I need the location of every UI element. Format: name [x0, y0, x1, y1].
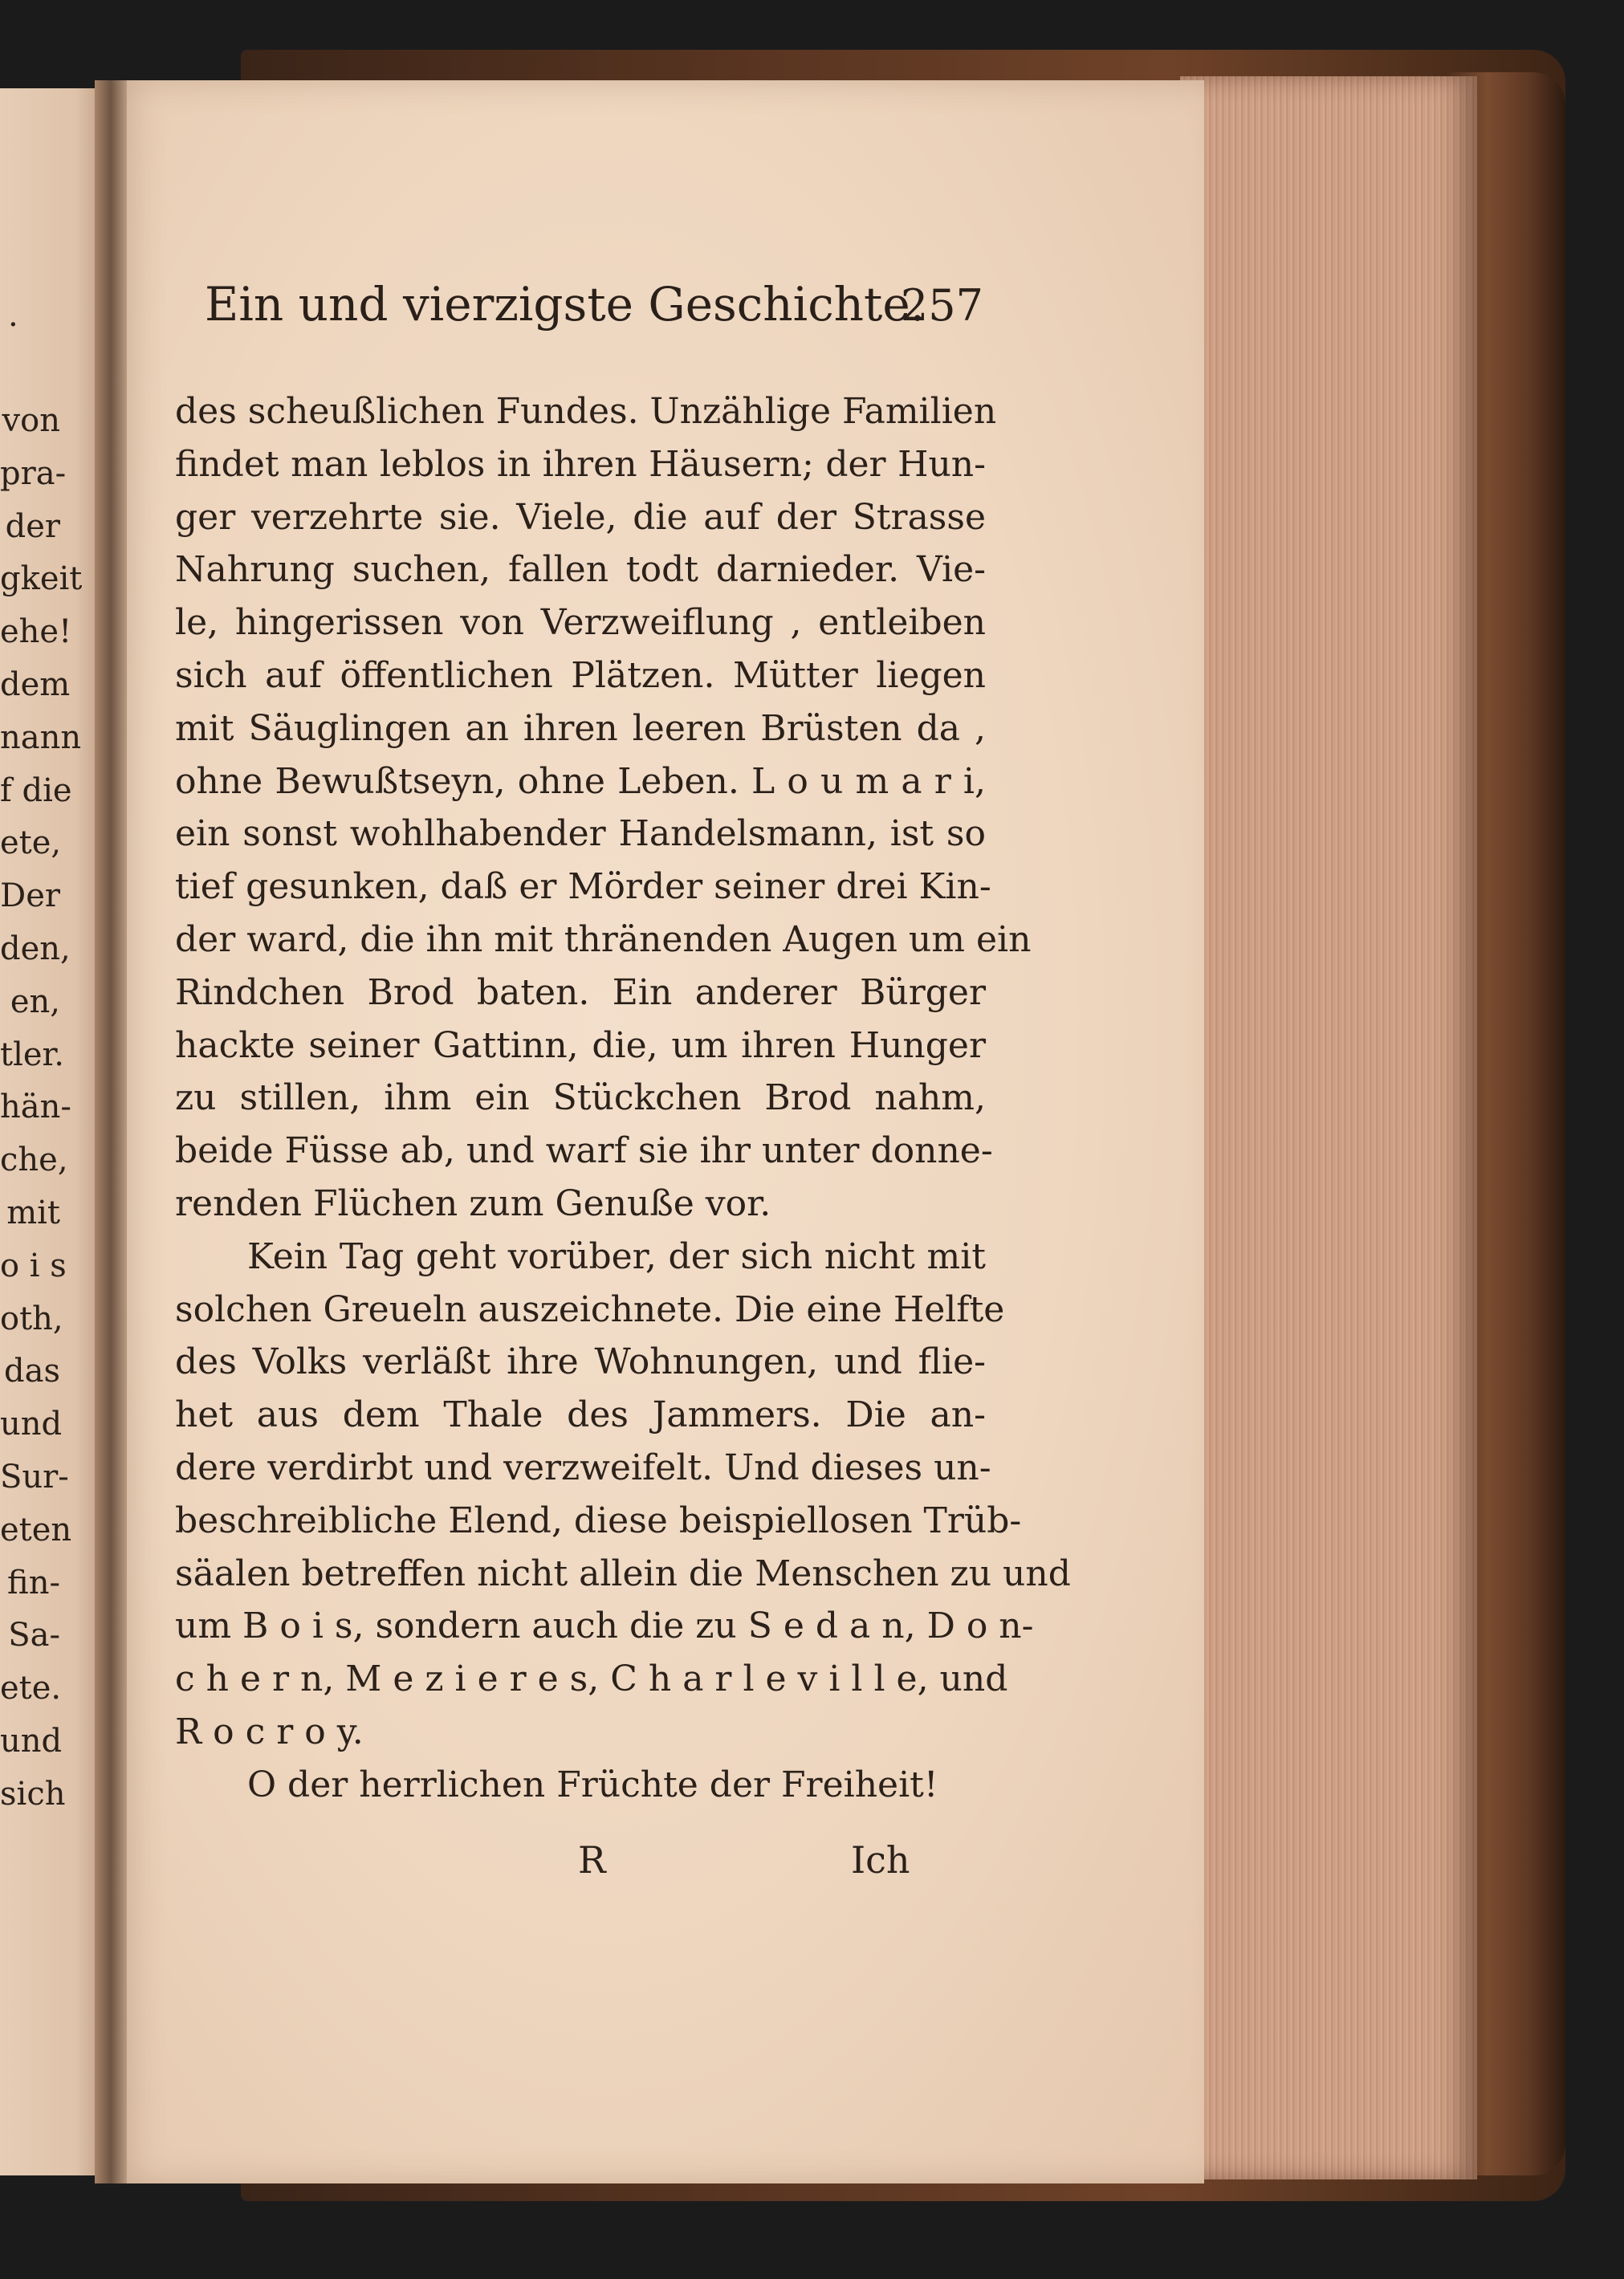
text-line: des Volks verläßt ihre Wohnungen, und flie- — [175, 1341, 986, 1383]
text-line: ein sonst wohlhabender Handelsmann, ist so — [175, 813, 986, 855]
signature-mark: R — [578, 1838, 606, 1882]
body-text — [175, 385, 1071, 1812]
text-line: beide Füsse ab, und warf sie ihr unter donne- — [175, 1130, 993, 1172]
text-line: R o c r o y. — [175, 1711, 364, 1752]
left-page-fragment: hän- — [0, 1089, 71, 1126]
running-header — [205, 277, 983, 349]
text-line: hackte seiner Gattinn, die, um ihren Hunger — [175, 1024, 986, 1066]
left-page-fragment: dem — [0, 665, 71, 703]
left-page-fragment: eten — [0, 1511, 72, 1548]
page-number: 257 — [900, 280, 983, 331]
text-line: mit Säuglingen an ihren leeren Brüsten da , — [175, 707, 986, 749]
left-page-fragment: nann — [0, 718, 82, 756]
text-line: beschreibliche Elend, diese beispiellosen Trüb- — [175, 1500, 1022, 1541]
left-page-fragment: und — [0, 1722, 63, 1760]
left-page-fragment: mit — [6, 1194, 60, 1231]
left-page-text — [0, 395, 83, 1821]
left-page-fragment: Der — [0, 877, 60, 915]
left-page-fragment: ehe! — [0, 613, 72, 651]
left-page-fragment: ete, — [0, 824, 62, 862]
text-line: le, hingerissen von Verzweiflung , entleiben — [175, 602, 986, 644]
left-page-fragment: Sa- — [8, 1617, 60, 1654]
left-page-fragment: fin- — [7, 1564, 60, 1601]
catchword: Ich — [851, 1838, 910, 1882]
text-line: sich auf öffentlichen Plätzen. Mütter liegen — [175, 654, 986, 696]
text-line: renden Flüchen zum Genuße vor. — [175, 1182, 771, 1224]
text-line: findet man leblos in ihren Häusern; der Hun- — [175, 443, 986, 485]
left-page-fragment: oth, — [0, 1300, 63, 1337]
left-page-fragment: und — [0, 1406, 63, 1443]
left-page-fragment: pra- — [0, 454, 67, 492]
text-line: tief gesunken, daß er Mörder seiner drei Kin- — [175, 866, 991, 908]
left-page-fragment: tler. — [0, 1036, 64, 1073]
text-line: dere verdirbt und verzweifelt. Und dieses un- — [175, 1447, 991, 1488]
text-line: Kein Tag geht vorüber, der sich nicht mit — [247, 1235, 986, 1277]
left-page-fragment: von — [2, 402, 60, 439]
text-line: ger verzehrte sie. Viele, die auf der Strasse — [175, 496, 986, 538]
text-line: um B o i s, sondern auch die zu S e d a n, D o n- — [175, 1605, 1034, 1647]
text-line: O der herrlichen Früchte der Freiheit! — [247, 1764, 938, 1805]
left-page-fragment: Sur- — [0, 1458, 69, 1496]
left-page-fragment: den, — [0, 930, 71, 967]
left-page-fragment: f die — [0, 771, 72, 809]
text-line: Nahrung suchen, fallen todt darnieder. Vie- — [175, 549, 986, 591]
left-page-fragment: che, — [0, 1142, 68, 1179]
book-gutter — [95, 80, 127, 2183]
text-line: c h e r n, M e z i e r e s, C h a r l e v i l l e, und — [175, 1658, 1008, 1700]
header-title: Ein und vierzigste Geschichte. — [205, 277, 926, 332]
left-page-fragment: das — [4, 1353, 60, 1390]
left-page-fragment: en, — [10, 983, 60, 1020]
text-line: ohne Bewußtseyn, ohne Leben. L o u m a r i, — [175, 760, 986, 802]
text-line: het aus dem Thale des Jammers. Die an- — [175, 1394, 986, 1436]
page-stack-fore-edge — [1180, 76, 1477, 2179]
text-line: zu stillen, ihm ein Stückchen Brod nahm, — [175, 1077, 986, 1119]
left-page-fragment: sich — [0, 1775, 66, 1813]
text-line: der ward, die ihn mit thränenden Augen um ein — [175, 918, 1032, 960]
left-page-fragment: o i s — [0, 1247, 67, 1284]
text-line: säalen betreffen nicht allein die Menschen zu und — [175, 1553, 1071, 1594]
text-line: des scheußlichen Fundes. Unzählige Familien — [175, 391, 997, 432]
left-page-fragment: der — [5, 507, 60, 545]
text-line: Rindchen Brod baten. Ein anderer Bürger — [175, 971, 986, 1013]
left-page-fragment: gkeit — [0, 560, 83, 598]
left-page-mark: . — [8, 297, 18, 334]
text-line: solchen Greueln auszeichnete. Die eine Helfte — [175, 1288, 1005, 1330]
left-page-fragment: ete. — [0, 1670, 62, 1707]
